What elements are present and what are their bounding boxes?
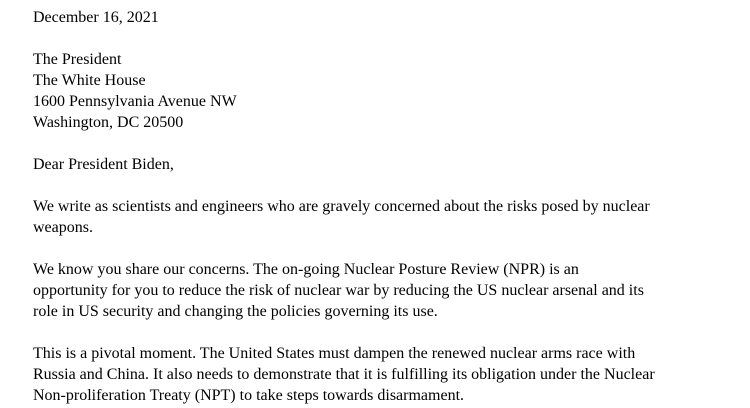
address-line-recipient: The President <box>33 51 122 68</box>
paragraph-line: role in US security and changing the policies governing its use. <box>33 303 438 320</box>
paragraph-line: opportunity for you to reduce the risk of nuclear war by reducing the US nuclear arsenal and its <box>33 282 644 299</box>
address-line-street: 1600 Pennsylvania Avenue NW <box>33 93 237 110</box>
paragraph-line: We know you share our concerns. The on-going Nuclear Posture Review (NPR) is an <box>33 261 579 278</box>
paragraph-line: Russia and China. It also needs to demonstrate that it is fulfilling its obligation under the Nuclear <box>33 366 655 383</box>
paragraph-concern <box>33 196 730 238</box>
paragraph-line: This is a pivotal moment. The United States must dampen the renewed nuclear arms race with <box>33 345 636 362</box>
paragraph-line: Non-proliferation Treaty (NPT) to take steps towards disarmament. <box>33 387 465 404</box>
paragraph-line: We write as scientists and engineers who are gravely concerned about the risks posed by nuclear <box>33 198 650 215</box>
paragraph-pivotal-moment <box>33 343 730 406</box>
address-line-city: Washington, DC 20500 <box>33 114 184 131</box>
paragraph-npr <box>33 259 730 322</box>
paragraph-line: weapons. <box>33 219 93 236</box>
recipient-address <box>33 49 730 133</box>
salutation: Dear President Biden, <box>33 156 174 173</box>
address-line-building: The White House <box>33 72 146 89</box>
letter-date: December 16, 2021 <box>33 9 159 26</box>
